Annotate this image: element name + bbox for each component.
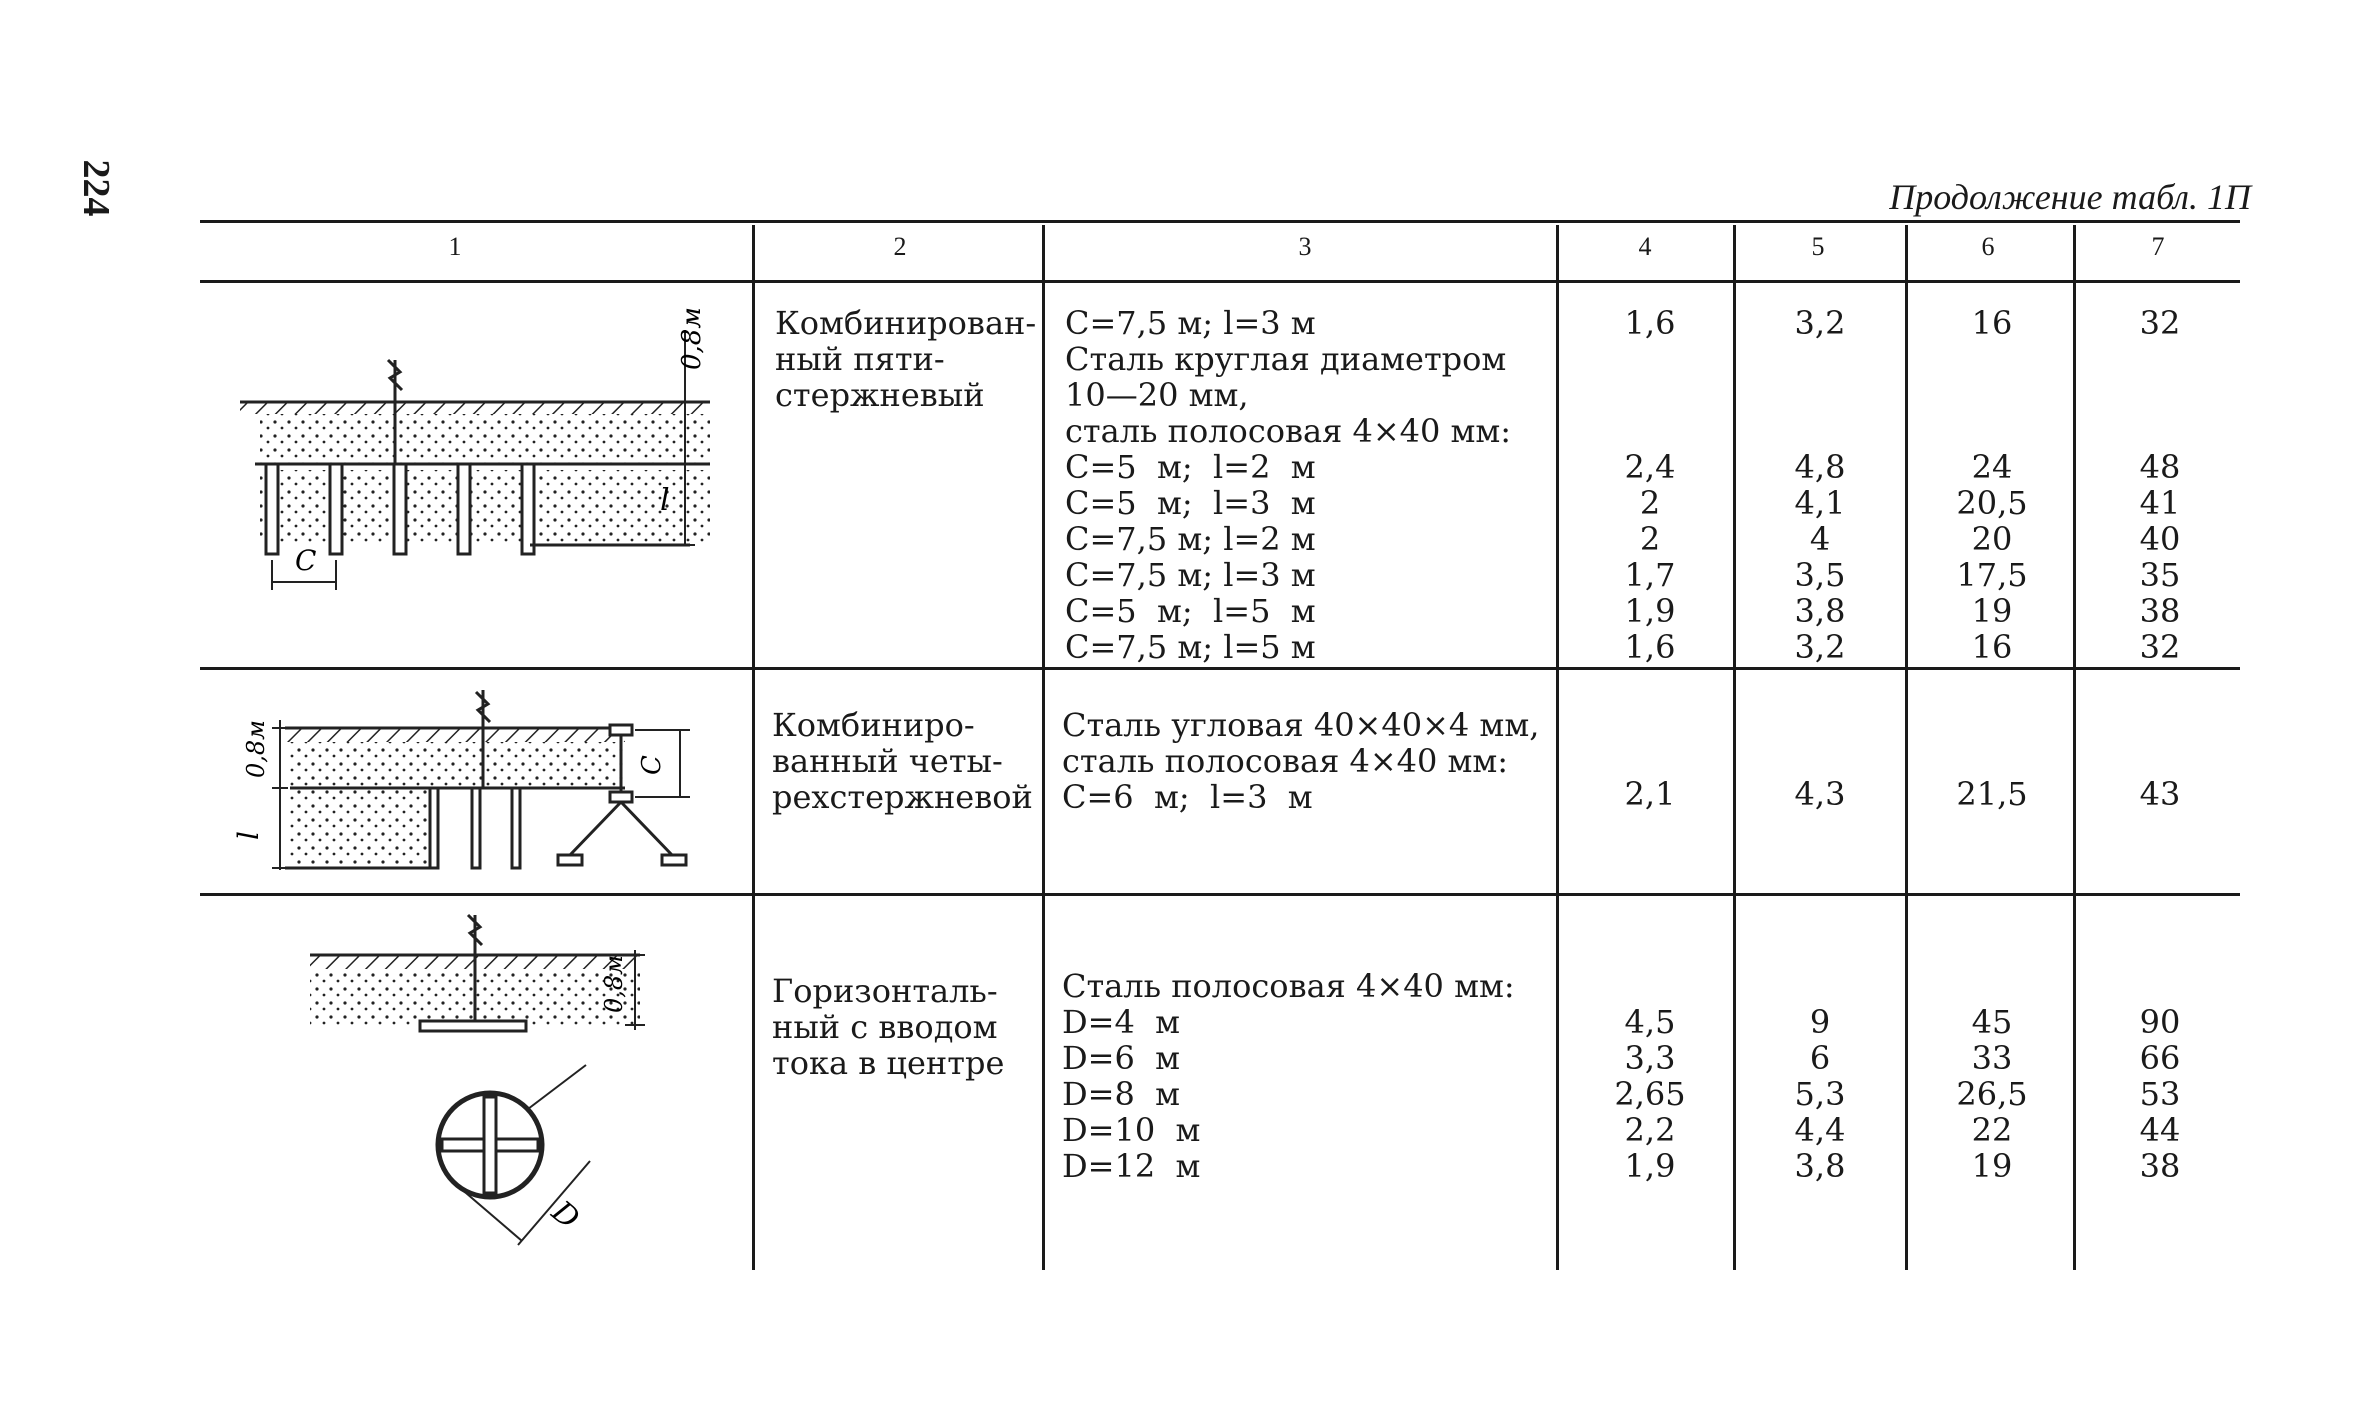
table-cell: 2,65: [1614, 1075, 1686, 1113]
depth-label: 0,8м: [600, 954, 628, 1013]
table-cell: 32: [2139, 304, 2181, 342]
column-header: 5: [1811, 232, 1825, 261]
table-cell: [1580, 377, 1720, 413]
table-cell: [1750, 968, 1890, 1004]
table-cell: [2090, 377, 2230, 413]
depth-label: 0,8м: [677, 307, 707, 370]
column-header: 2: [893, 232, 907, 261]
resistance-col-5: [1750, 968, 1890, 1184]
table-cell: 2,1: [1624, 775, 1676, 813]
table-top-rule: [200, 220, 2240, 223]
table-cell: 3,8: [1794, 1147, 1846, 1185]
table-cell: 26,5: [1956, 1075, 2028, 1113]
table-cell: 6: [1809, 1039, 1831, 1077]
column-header: 6: [1981, 232, 1995, 261]
table-cell: 4: [1809, 520, 1831, 558]
resistance-col-7: [2090, 776, 2230, 812]
row-divider-1: [200, 667, 2240, 670]
table-cell: 90: [2139, 1003, 2181, 1041]
table-cell: 66: [2139, 1039, 2181, 1077]
table-cell: [2090, 968, 2230, 1004]
table-cell: 43: [2139, 775, 2181, 813]
table-cell: [2090, 341, 2230, 377]
table-cell: 1,9: [1624, 1147, 1676, 1185]
table-cell: 3,5: [1794, 556, 1846, 594]
page-number: 224: [75, 159, 117, 217]
resistance-col-6: [1922, 968, 2062, 1184]
table-cell: 40: [2139, 520, 2181, 558]
resistance-col-7: [2090, 305, 2230, 665]
table-cell: 1,7: [1624, 556, 1676, 594]
five-rod-electrode-diagram: [230, 307, 730, 620]
table-cell: 1,6: [1624, 628, 1676, 666]
table-cell: 4,1: [1794, 484, 1846, 522]
table-cell: 21,5: [1956, 775, 2028, 813]
table-cell: [2090, 413, 2230, 449]
table-cell: 1,9: [1624, 592, 1676, 630]
resistance-col-5: [1750, 305, 1890, 665]
table-cell: [1922, 341, 2062, 377]
table-cell: 32: [2139, 628, 2181, 666]
table-cell: 3,2: [1794, 304, 1846, 342]
table-cell: [1750, 341, 1890, 377]
table-cell: 24: [1971, 448, 2013, 486]
table-cell: 2,4: [1624, 448, 1676, 486]
table-cell: 38: [2139, 592, 2181, 630]
spacing-label: C: [637, 755, 667, 775]
table-cell: [1580, 968, 1720, 1004]
length-label: l: [232, 831, 265, 840]
table-cell: 41: [2139, 484, 2181, 522]
table-cell: 19: [1971, 1147, 2013, 1185]
horizontal-electrode-diagram: [300, 915, 740, 1255]
spacing-label: C: [295, 544, 317, 577]
row-divider-2: [200, 893, 2240, 896]
table-cell: 38: [2139, 1147, 2181, 1185]
table-cell: 1,6: [1624, 304, 1676, 342]
column-divider: [752, 225, 755, 1270]
table-caption: Продолжение табл. 1П: [1889, 177, 2251, 217]
electrode-type: Комбиниро- ванный четы- рехстержневой: [772, 706, 1033, 816]
electrode-type: Комбинирован- ный пяти- стержневый: [775, 304, 1037, 414]
resistance-col-4: [1580, 776, 1720, 812]
table-cell: 5,3: [1794, 1075, 1846, 1113]
diameter-label: D: [544, 1194, 586, 1237]
column-header: 1: [448, 232, 462, 261]
electrode-spec: Сталь полосовая 4×40 мм: D=4 м D=6 м D=8 м D=10 м D=12 м: [1062, 967, 1515, 1185]
column-divider: [2073, 225, 2076, 1270]
table-cell: 3,8: [1794, 592, 1846, 630]
table-cell: [1922, 968, 2062, 1004]
table-cell: 2: [1639, 484, 1661, 522]
resistance-col-6: [1922, 305, 2062, 665]
table-cell: 2: [1639, 520, 1661, 558]
column-header: 4: [1638, 232, 1652, 261]
table-cell: 33: [1971, 1039, 2013, 1077]
column-divider: [1733, 225, 1736, 1270]
resistance-col-5: [1750, 776, 1890, 812]
table-cell: 4,3: [1794, 775, 1846, 813]
resistance-col-4: [1580, 305, 1720, 665]
table-cell: 17,5: [1956, 556, 2028, 594]
column-header: 3: [1298, 232, 1312, 261]
table-cell: [1580, 413, 1720, 449]
header-bottom-rule: [200, 280, 2240, 283]
resistance-col-4: [1580, 968, 1720, 1184]
table-cell: 9: [1809, 1003, 1831, 1041]
table-cell: 4,5: [1624, 1003, 1676, 1041]
table-cell: 2,2: [1624, 1111, 1676, 1149]
table-cell: 48: [2139, 448, 2181, 486]
table-cell: 22: [1971, 1111, 2013, 1149]
resistance-col-7: [2090, 968, 2230, 1184]
column-divider: [1905, 225, 1908, 1270]
table-cell: [1580, 341, 1720, 377]
depth-label: 0,8м: [242, 719, 270, 778]
length-label: l: [660, 483, 670, 518]
table-cell: 20: [1971, 520, 2013, 558]
table-cell: 44: [2139, 1111, 2181, 1149]
electrode-spec: Сталь угловая 40×40×4 мм, сталь полосовая 4×40 мм: C=6 м; l=3 м: [1062, 706, 1540, 816]
column-divider: [1556, 225, 1559, 1270]
table-cell: [1922, 413, 2062, 449]
table-cell: 16: [1971, 304, 2013, 342]
column-divider: [1042, 225, 1045, 1270]
table-cell: [1750, 413, 1890, 449]
table-cell: 4,4: [1794, 1111, 1846, 1149]
table-cell: 53: [2139, 1075, 2181, 1113]
table-cell: 20,5: [1956, 484, 2028, 522]
table-cell: 19: [1971, 592, 2013, 630]
table-cell: 16: [1971, 628, 2013, 666]
electrode-type: Горизонталь- ный с вводом тока в центре: [772, 972, 1005, 1082]
table-cell: 35: [2139, 556, 2181, 594]
table-cell: 4,8: [1794, 448, 1846, 486]
resistance-col-6: [1922, 776, 2062, 812]
column-header: 7: [2151, 232, 2165, 261]
table-cell: 3,3: [1624, 1039, 1676, 1077]
table-cell: 45: [1971, 1003, 2013, 1041]
table-cell: [1750, 377, 1890, 413]
four-rod-electrode-diagram: [232, 690, 740, 890]
electrode-spec: C=7,5 м; l=3 м Сталь круглая диаметром 10—20 мм, сталь полосовая 4×40 мм: C=5 м; l=2 м C=5 м; l=3 м C=7,5 м; l=2 м C=7,5 м; l=3 м C=5 м; l=5 м C=7,5 м; l=5 м: [1065, 304, 1512, 666]
table-cell: [1922, 377, 2062, 413]
table-cell: 3,2: [1794, 628, 1846, 666]
